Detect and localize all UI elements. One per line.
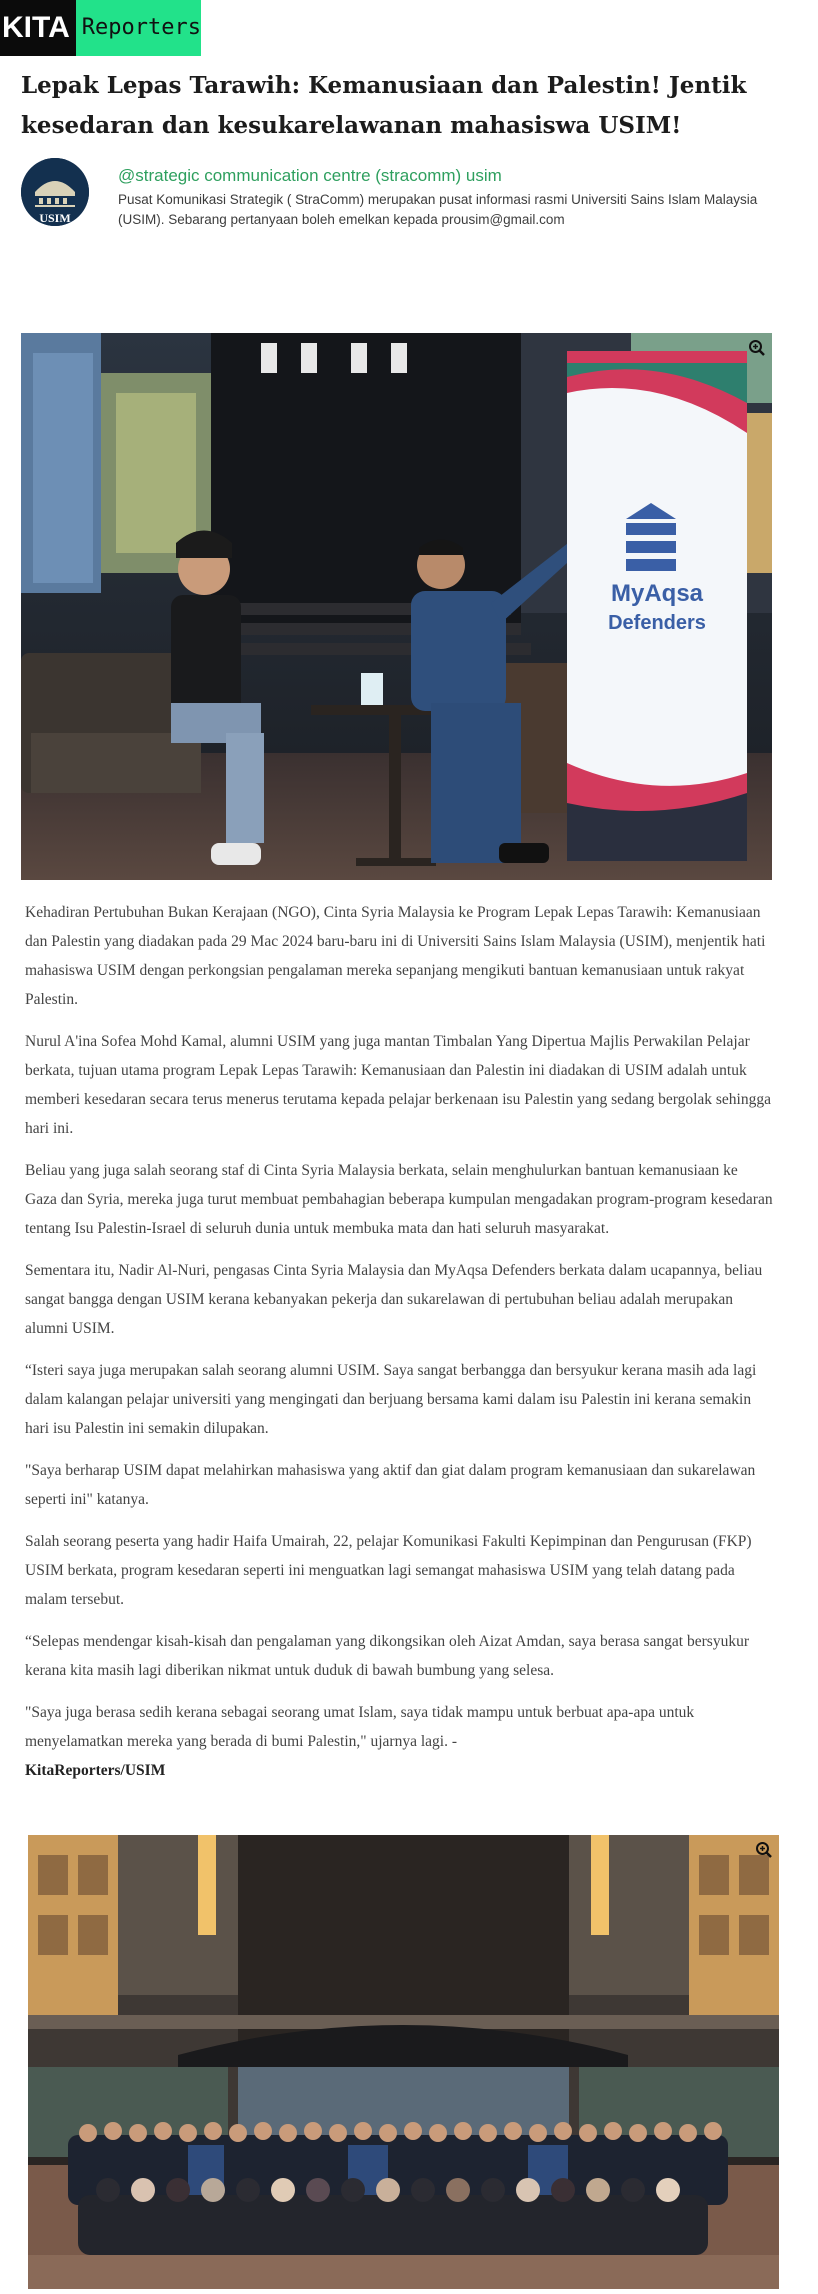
article-paragraph: Sementara itu, Nadir Al-Nuri, pengasas Cinta Syria Malaysia dan MyAqsa Defenders berkata dalam ucapannya, beliau sangat bangga dengan USIM kerana kebanyakan pekerja dan sukarelawan di pertubuhan beliau adalah merupakan alumni USIM. <box>25 1262 763 1337</box>
banner-text-line1: MyAqsa <box>610 580 704 607</box>
usim-logo-icon <box>21 158 89 226</box>
article-paragraph-last <box>25 1698 773 1785</box>
article-paragraph: “Selepas mendengar kisah-kisah dan pengalaman yang dikongsikan oleh Aizat Amdan, saya berasa sangat bersyukur kerana kita masih lagi diberikan nikmat untuk duduk di bawah bumbung yang selesa. <box>25 1633 749 1679</box>
zoom-in-icon[interactable] <box>748 339 766 357</box>
article-paragraph: Nurul A'ina Sofea Mohd Kamal, alumni USIM yang juga mantan Timbalan Yang Dipertua Majlis Perwakilan Pelajar berkata, tujuan utama program Lepak Lepas Tarawih: Kemanusiaan dan Palestin ini diadakan di USIM adalah untuk memberi kesedaran secara terus menerus terutama kepada pelajar berkenaan isu Palestin yang sedang bergolak sehingga hari ini. <box>25 1033 771 1137</box>
author-name-link[interactable]: @strategic communication centre (stracomm) usim <box>118 166 502 185</box>
author-bio: Pusat Komunikasi Strategik ( StraComm) merupakan pusat informasi rasmi Universiti Sains Islam Malaysia (USIM). Sebarang pertanyaan boleh emelkan kepada prousim@gmail.com <box>118 192 758 227</box>
article-photo-group[interactable] <box>28 1835 779 2289</box>
zoom-in-icon[interactable] <box>755 1841 773 1859</box>
article-title: Lepak Lepas Tarawih: Kemanusiaan dan Palestin! Jentik kesedaran dan kesukarelawanan mahasiswa USIM! <box>21 72 747 139</box>
article-paragraph: Kehadiran Pertubuhan Bukan Kerajaan (NGO), Cinta Syria Malaysia ke Program Lepak Lepas Tarawih: Kemanusiaan dan Palestin yang diadakan pada 29 Mac 2024 baru-baru ini di Universiti Sains Islam Malaysia (USIM), menjentik hati mahasiswa USIM dengan perkongsian pengalaman mereka sepanjang mengikuti bantuan kemanusiaan untuk rakyat Palestin. <box>25 904 766 1008</box>
article-photo-talk[interactable] <box>21 333 772 880</box>
article-paragraph: Salah seorang peserta yang hadir Haifa Umairah, 22, pelajar Komunikasi Fakulti Kepimpinan dan Pengurusan (FKP) USIM berkata, program kesedaran seperti ini menguatkan lagi semangat mahasiswa USIM yang telah datang pada malam tersebut. <box>25 1533 752 1608</box>
logo-kita-text: KITA <box>0 0 76 56</box>
article-signature: KitaReporters/USIM <box>25 1762 166 1779</box>
group-photo <box>28 1835 779 2289</box>
avatar-text: USIM <box>39 211 71 225</box>
site-logo[interactable] <box>0 0 201 56</box>
banner-text-line2: Defenders <box>608 612 706 634</box>
article-paragraph: Beliau yang juga salah seorang staf di Cinta Syria Malaysia berkata, selain menghulurkan bantuan kemanusiaan ke Gaza dan Syria, mereka juga turut membuat pembahagian beberapa kumpulan mengadakan program-program kesedaran tentang Isu Palestin-Israel di seluruh dunia untuk membuka mata dan hati seluruh masyarakat. <box>25 1162 773 1237</box>
article-paragraph: “Isteri saya juga merupakan salah seorang alumni USIM. Saya sangat berbangga dan bersyukur kerana masih ada lagi dalam kalangan pelajar universiti yang mengingati dan berjuang bersama kami dalam isu Palestin ini kerana semakin hari isu Palestin ini semakin dilupakan. <box>25 1362 757 1437</box>
talk-photo <box>21 333 772 880</box>
logo-reporters-text: Reporters <box>76 0 201 56</box>
last-paragraph-text: "Saya juga berasa sedih kerana sebagai seorang umat Islam, saya tidak mampu untuk berbuat apa-apa untuk menyelamatkan mereka yang berada di bumi Palestin," ujarnya lagi. - <box>25 1704 695 1750</box>
article-paragraph: "Saya berharap USIM dapat melahirkan mahasiswa yang aktif dan giat dalam program kemanusiaan dan sukarelawan seperti ini" katanya. <box>25 1462 756 1508</box>
article-body <box>25 898 773 1798</box>
author-avatar[interactable] <box>21 158 89 226</box>
